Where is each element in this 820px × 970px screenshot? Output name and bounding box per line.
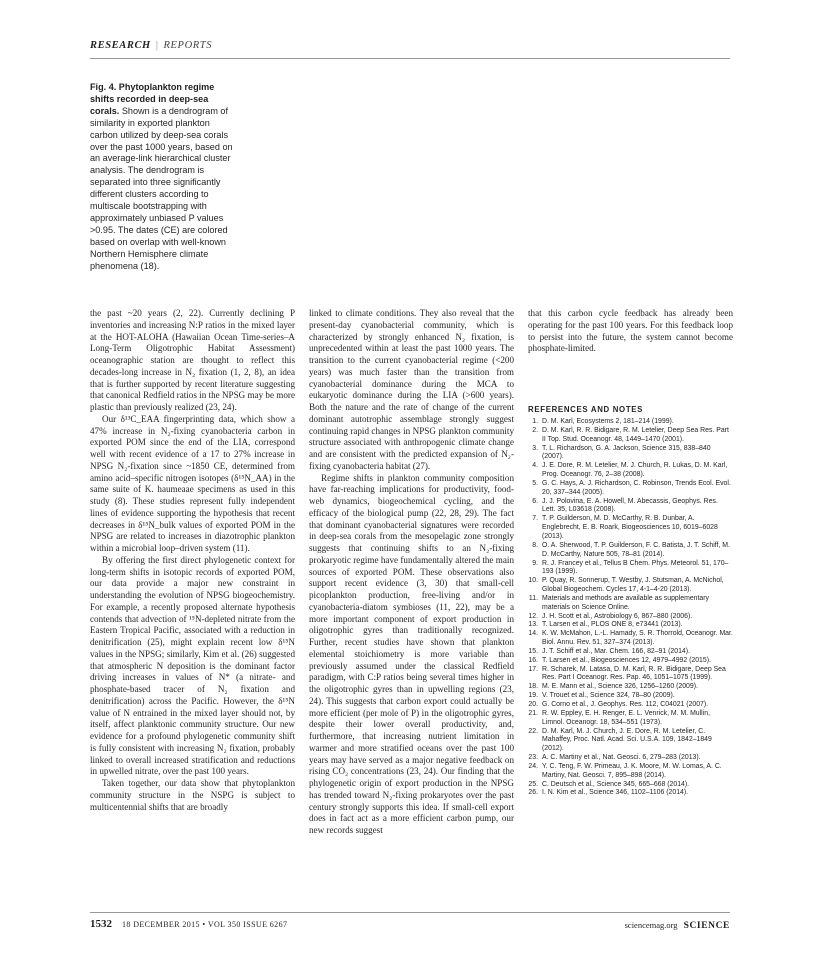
- text-column-3: [528, 308, 733, 355]
- reference-text: A. C. Martiny et al., Nat. Geosci. 6, 279–283 (2013).: [542, 754, 701, 762]
- reference-text: T. P. Guilderson, M. D. McCarthy, R. B. Dunbar, A. Englebrecht, E. B. Roark, Biogeosciences 10, 6019–6028 (2013).: [542, 515, 718, 540]
- reference-number: 2.: [532, 426, 538, 434]
- paragraph: Taken together, our data show that phytoplankton community structure in the NSPG is subject to multicentennial shifts that are broadly: [90, 778, 295, 812]
- footer-rule: [90, 912, 730, 913]
- reference-text: T. Larsen et al., PLOS ONE 8, e73441 (2013).: [542, 621, 683, 629]
- journal-name: SCIENCE: [683, 921, 730, 931]
- reference-item: [528, 498, 733, 516]
- reference-number: 8.: [532, 541, 538, 549]
- reference-number: 24.: [528, 762, 538, 770]
- reference-text: J. H. Scott et al., Astrobiology 6, 867–880 (2006).: [542, 612, 693, 620]
- reference-text: P. Quay, R. Sonnerup, T. Westby, J. Stutsman, A. McNichol, Global Biogeochem. Cycles 17, 4-1–4-20 (2013).: [542, 577, 724, 594]
- reference-item: [528, 754, 733, 763]
- reference-number: 20.: [528, 701, 538, 708]
- reference-item: [528, 701, 733, 710]
- reference-number: 19.: [528, 692, 538, 700]
- text-column-1: [90, 308, 295, 813]
- reference-text: G. Corno et al., J. Geophys. Res. 112, C04021 (2007).: [542, 701, 709, 708]
- reference-text: R. Scharek, M. Latasa, D. M. Karl, R. R. Bidigare, Deep Sea Res. Part I Oceanogr. Res. Pap. 46, 1051–1075 (1999).: [542, 665, 726, 682]
- page-number: 1532: [90, 918, 112, 930]
- reference-item: [528, 445, 733, 463]
- reference-number: 22.: [528, 727, 538, 735]
- reference-text: J. T. Schiff et al., Mar. Chem. 166, 82–91 (2014).: [542, 647, 690, 655]
- footer-right: [625, 920, 730, 931]
- reference-item: [528, 480, 733, 498]
- reference-item: [528, 666, 733, 684]
- reference-item: [528, 462, 733, 480]
- reference-text: J. E. Dore, R. M. Letelier, M. J. Church, R. Lukas, D. M. Karl, Prog. Oceanogr. 76, 2–38 (2008).: [542, 462, 728, 479]
- reference-text: I. N. Kim et al., Science 346, 1102–1106 (2014).: [542, 789, 689, 797]
- reference-item: [528, 683, 733, 692]
- reference-text: J. J. Polovina, E. A. Howell, M. Abecassis, Geophys. Res. Lett. 35, L03618 (2008).: [542, 497, 718, 514]
- reference-number: 18.: [528, 683, 538, 691]
- reference-number: 6.: [532, 497, 538, 505]
- reference-item: [528, 621, 733, 630]
- reference-item: [528, 710, 733, 728]
- reference-number: 10.: [528, 577, 538, 585]
- reference-text: O. A. Sherwood, T. P. Guilderson, F. C. Batista, J. T. Schiff, M. D. McCarthy, Nature 505, 78–81 (2014).: [542, 541, 730, 558]
- reference-number: 12.: [528, 612, 538, 620]
- reference-number: 25.: [528, 780, 538, 788]
- section-label: RESEARCH: [90, 40, 151, 51]
- reference-item: [528, 515, 733, 542]
- reference-number: 9.: [532, 559, 538, 567]
- reference-text: G. C. Hays, A. J. Richardson, C. Robinson, Trends Ecol. Evol. 20, 337–344 (2005).: [542, 479, 731, 496]
- references-heading: REFERENCES AND NOTES: [528, 405, 644, 414]
- text-column-2: [309, 308, 514, 837]
- paragraph: Regime shifts in plankton community composition have far-reaching implications for productivity, food-web dynamics, biogeochemical cycling, and the efficacy of the biological pump (22, 28, 29). The fact that dominant cyanobacterial signatures were recorded in deep-sea corals from the mesopelagic zone strongly suggests that continuing shifts to an N₂-fixing prokaryotic regime have fundamentally altered the main sources of exported POM. These observations also support recent evidence (3, 30) that small-cell picoplankton production, free-living and/or in cyanobacteria-diatom symbioses (11, 22), may be a more important component of export production in oligotrophic gyres than traditionally recognized. Further, recent studies have shown that plankton elemental stoichiometry is more variable than previously assumed under the classical Redfield paradigm, with C:P ratios being several times higher in the oligotrophic gyres than in upwelling regions (23, 24). This suggests that carbon export could actually be more efficient (per mole of P) in the oligotrophic gyres, despite their lower overall productivity, and, furthermore, that increasing nutrient limitation in warmer and more stratified oceans over the past 100 years may have served as a major negative feedback on rising CO₂ concentrations (23, 24). Our finding that the phylogenetic origin of export production in the NPSG has trended toward N₂-fixing prokaryotes over the past century strongly supports this idea. If small-cell export does in fact act as a more efficient carbon pump, our new records suggest: [309, 472, 514, 835]
- reference-number: 7.: [532, 515, 538, 523]
- reference-text: V. Trouet et al., Science 324, 78–80 (2009).: [542, 692, 675, 700]
- reference-text: K. W. McMahon, L.-L. Hamady, S. R. Thorrold, Oceanogr. Mar. Biol. Annu. Rev. 51, 327–374 (2013).: [542, 630, 733, 647]
- header-separator: |: [155, 40, 159, 51]
- reference-list: [528, 418, 733, 798]
- reference-number: 3.: [532, 444, 538, 452]
- reference-text: D. M. Karl, R. R. Bidigare, R. M. Letelier, Deep Sea Res. Part II Top. Stud. Oceanogr. 48, 1449–1470 (2001).: [542, 426, 729, 443]
- journal-site: sciencemag.org: [624, 920, 678, 930]
- reference-text: C. Deutsch et al., Science 345, 665–668 (2014).: [542, 780, 690, 788]
- reference-number: 17.: [528, 665, 538, 673]
- reference-number: 4.: [532, 462, 538, 470]
- reference-item: [528, 657, 733, 666]
- running-header: [90, 40, 730, 64]
- paragraph: By offering the first direct phylogenetic context for long-term shifts in isotopic records of exported POM, our data provide a major new constraint in understanding the evolution of NPSG biogeochemistry. For example, a recently proposed alternate hypothesis contends that advection of ¹⁵N-depleted nitrate from the Eastern Tropical Pacific, associated with a reduction in denitrification (25), might explain recent low δ¹⁵N values in the NPSG; similarly, Kim et al. (26) suggested that atmospheric N deposition is the dominant factor driving increases in values of N* (a nitrate- and phosphate-based tracer of N₂ fixation and denitrification) across the Pacific. However, the δ¹⁵N value of N entrained in the mixed layer should not, by itself, affect planktonic community structure. Our new evidence for a profound phylogenetic community shift is fully consistent with increasing N₂ fixation, probably linked to overall increased stratification and reductions in upwelled nitrate, over the past 100 years.: [90, 554, 295, 777]
- reference-text: M. E. Mann et al., Science 326, 1256–1260 (2009).: [542, 683, 698, 691]
- reference-item: [528, 781, 733, 790]
- caption-title: Fig. 4. Phytoplankton regime shifts recorded in deep-sea corals.: [90, 82, 215, 116]
- reference-text: T. Larsen et al., Biogeosciences 12, 4979–4992 (2015).: [542, 656, 711, 664]
- reference-item: [528, 577, 733, 595]
- reference-item: [528, 630, 733, 648]
- reference-number: 16.: [528, 656, 538, 664]
- reference-text: R. W. Eppley, E. H. Renger, E. L. Venrick, M. M. Mullin, Limnol. Oceanogr. 18, 534–551 (1973).: [542, 709, 710, 726]
- header-rule: [90, 58, 730, 59]
- reference-item: [528, 613, 733, 622]
- reference-number: 21.: [528, 709, 538, 717]
- paragraph: that this carbon cycle feedback has already been operating for the past 100 years. For this feedback loop to persist into the future, the system cannot become phosphate-limited.: [528, 308, 733, 354]
- reference-item: [528, 763, 733, 781]
- reference-item: [528, 427, 733, 445]
- reference-text: T. L. Richardson, G. A. Jackson, Science 315, 838–840 (2007).: [542, 444, 711, 461]
- issue-date: 18 DECEMBER 2015 • VOL 350 ISSUE 6267: [122, 920, 288, 929]
- reference-text: Y. C. Teng, F. W. Primeau, J. K. Moore, M. W. Lomas, A. C. Martiny, Nat. Geosci. 7, 895–898 (2014).: [542, 762, 722, 779]
- paragraph: the past ~20 years (2, 22). Currently declining P inventories and increasing N:P ratios in the mixed layer at the HOT-ALOHA (Hawaiian Ocean Time-series–A Long-Term Oligotrophic Habitat Assessment) oceanographic station are thought to reflect this decades-long increase in N₂ fixation (1, 2, 8), an idea that is further supported by recent literature suggesting that canonical Redfield ratios in the NPSG may be more plastic than previously realized (23, 24).: [90, 308, 295, 412]
- reference-number: 26.: [528, 789, 538, 797]
- reference-text: Materials and methods are available as supplementary materials on Science Online.: [542, 594, 709, 611]
- reference-item: [528, 542, 733, 560]
- reference-number: 11.: [528, 594, 538, 602]
- paragraph: Our δ¹³C_EAA fingerprinting data, which show a 47% increase in N₂-fixing cyanobacteria carbon in exported POM since the end of the LIA, correspond well with recent evidence of a 17 to 27% increase in NPSG N₂-fixation since ~1850 CE, determined from amino acid–specific nitrogen isotopes (δ¹⁵N_AA) in the same suite of K. haumeaae specimens as used in this study (8). These studies represent fully independent lines of evidence supporting the hypothesis that recent decreases in δ¹⁵N_bulk values of exported POM in the NPSG are related to increases in diazotrophic plankton within a microbial loop–driven system (11).: [90, 413, 295, 553]
- subsection-label: REPORTS: [163, 40, 213, 51]
- reference-number: 23.: [528, 754, 538, 762]
- reference-item: [528, 560, 733, 578]
- caption-body: Shown is a dendrogram of similarity in exported plankton carbon utilized by deep-sea corals over the past 1000 years, based on an average-link hierarchical cluster analysis. The dendrogram is separated into three significantly different clusters according to multiscale bootstrapping with approximately unbiased P values >0.95. The dates (CE) are colored based on overlap with well-known Northern Hemisphere climate phenomena (18).: [90, 105, 233, 271]
- reference-item: [528, 692, 733, 701]
- reference-number: 1.: [532, 418, 538, 425]
- reference-number: 15.: [528, 647, 538, 655]
- reference-item: [528, 418, 733, 427]
- reference-number: 5.: [532, 479, 538, 487]
- reference-text: D. M. Karl, Ecosystems 2, 181–214 (1999).: [542, 418, 674, 425]
- reference-item: [528, 595, 733, 613]
- reference-number: 14.: [528, 630, 538, 638]
- reference-number: 13.: [528, 621, 538, 629]
- reference-item: [528, 728, 733, 755]
- figure-caption: [90, 82, 236, 273]
- reference-item: [528, 789, 733, 798]
- reference-text: R. J. Francey et al., Tellus B Chem. Phys. Meteorol. 51, 170–193 (1999).: [542, 559, 729, 576]
- reference-item: [528, 648, 733, 657]
- page-footer: [90, 918, 730, 934]
- reference-text: D. M. Karl, M. J. Church, J. E. Dore, R. M. Letelier, C. Mahaffey, Proc. Natl. Acad. Sci. U.S.A. 109, 1842–1849 (2012).: [542, 727, 712, 753]
- paragraph: linked to climate conditions. They also reveal that the present-day cyanobacterial community, which is characterized by strongly enhanced N₂ fixation, is unprecedented within at least the past 1000 years. The transition to the current cyanobacterial regime (<200 years) was much faster than the transition from cyanobacterial dominance during the MCA to eukaryotic dominance during the LIA (>600 years). Both the nature and the rate of change of the current dominant autotrophic assemblage strongly suggest continuing rapid changes in NPSG plankton community structure associated with anthropogenic climate change and are consistent with the predicted expansion of N₂-fixing cyanobacteria habitat (27).: [309, 308, 514, 471]
